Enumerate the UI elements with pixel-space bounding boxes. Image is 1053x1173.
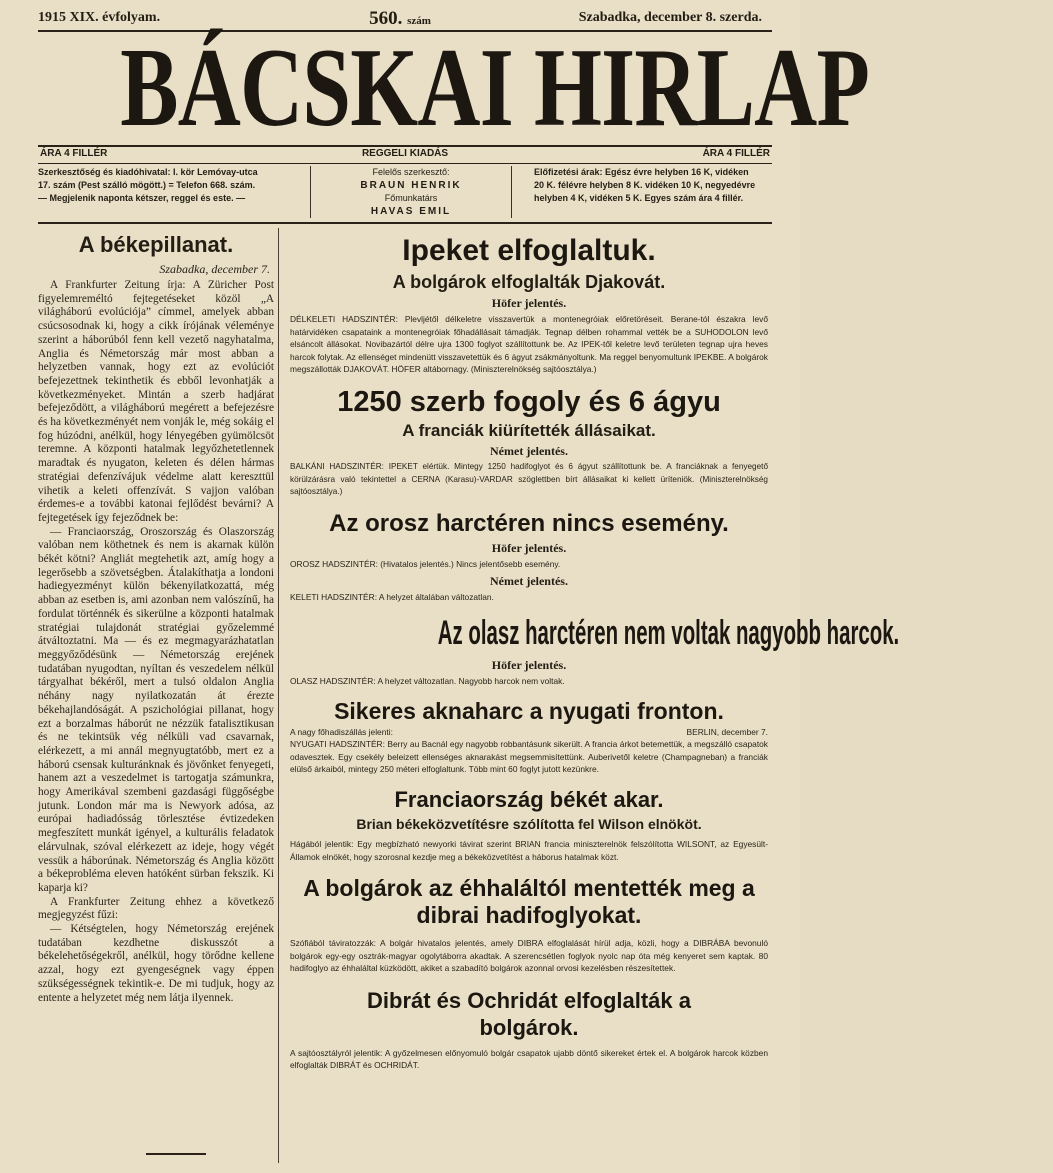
masthead: BÁCSKAI HIRLAP xyxy=(120,26,870,150)
price-row xyxy=(40,148,770,162)
subscription-info: Előfizetési árak: Egész évre helyben 16 K, vidéken 20 K. félévre helyben 8 K. vidéken 10 K, negyedévre helyben 4 K, vidéken 5 K. Egyes szám ára 4 fillér. xyxy=(534,167,756,203)
section-headline: Ipeket elfoglaltuk. xyxy=(402,234,656,267)
news-section xyxy=(284,610,900,688)
price-left: ÁRA 4 FILLÉR xyxy=(40,148,108,159)
left-article-paragraph: — Kétségtelen, hogy Németország erejének tudatában kezdhetne diskusszót a békelehetőségekről, anélkül, hogy törődne kellene azzal, hogy ezt gyengeségnek vagy éppen szükségességnek tekintik-e. De mi tudjuk, hogy az entente a helyzetet még nem látja ilyennek. xyxy=(38,923,274,1004)
section-headline: A bolgárok az éhhaláltól mentették meg a dibrai hadifoglyokat. xyxy=(303,875,755,929)
section-source-2: Német jelentés. xyxy=(490,574,568,589)
issue-number: 560. szám xyxy=(369,8,431,29)
editor-info: Felelős szerkesztő: BRAUN HENRIK Főmunkatárs HAVAS EMIL xyxy=(310,166,512,218)
price-right: ÁRA 4 FILLÉR xyxy=(702,148,770,159)
column-separator xyxy=(278,228,279,1163)
masthead-rule xyxy=(38,145,772,147)
left-article-paragraph: A Frankfurter Zeitung írja: A Züricher Post figyelemreméltó fejtegetéseket közöl „A világháború evolúciója” címmel, amelyek abban csúcsosodnak ki, hogy a cikk írójának véleménye szerint a háborúból fenn kell vezető nagyhatalma, Anglia és Németország már most abban a helyzetben vannak, hogy ezt az evolúciót befejezettnek tekinthetik és ebből levonhatják a következményeket. Mintán a szerb hadjárat befejeződött, a világháború megérett a befejezésre és ha következményét nem vonják le, még sokáig el fog húzódni, anélkül, hogy lényegében gyümölcsöt teremne. A központi hatalmak legyőzhetetlennek maradtak és nyugaton, keleten és délen hármas stratégiai defenzívájuk védelme alatt kereszttül vihetik a keleti offenzívát. S vajjon valóban érdemes-e a további katonai fejlődést bevárni? A fejtegetések így fejeződnek be: xyxy=(38,279,274,524)
news-section xyxy=(284,875,774,975)
bottom-rule xyxy=(146,1153,206,1155)
left-article-dateline: Szabadka, december 7. xyxy=(159,262,270,276)
section-body: Hágából jelentik: Egy megbízható newyorki távirat szerint BRIAN francia miniszterelnök felszólította WILSONT, az Egyesült-Államok elnökét, hogy szorosnal kezdje meg a békeközvetítést a háborus hatalmak közt. xyxy=(290,838,768,862)
section-body: A sajtóosztályról jelentik: A győzelmesen előnyomuló bolgár csapatok ujabb döntő sikereket értek el. A bolgárok harcok közben elfoglalták DIBRÁT és OCHRIDÁT. xyxy=(290,1047,768,1071)
dateline: Szabadka, december 8. szerda. xyxy=(578,10,762,25)
section-subhead: A franciák kiürítették állásaikat. xyxy=(402,420,656,440)
news-section xyxy=(284,509,774,604)
section-body: DÉLKELETI HADSZINTÉR: Plevljétől délkeletre visszavertük a montenegróiak előretöréseit. Berane-tól északra levő határvidéken csapataink a montenegróiak főhadállásait támadják. Tegnap délben rohammal vették be a SUHODOLON levő elsáncolt állásokat. Novibazártól délre ujra 1300 foglyot szállítottunk be. Az IPEK-től keletre levő területen tegnap ujra heves harcok folytak. Az ellenséget mindenütt visszavetettük és 6 ágyut zsákmányoltunk. Ma reggel benyomultunk IPEKBE. A bolgárok megszállották DJAKOVÁT. HÖFER altábornagy. (Miniszterelnökség sajtóosztálya.) xyxy=(290,314,768,375)
top-info-row xyxy=(38,8,762,28)
news-section xyxy=(284,786,774,863)
left-article-paragraph: — Franciaország, Oroszország és Olaszország valóban nem köthetnek és nem is akarnak külön békét kötni? Angliát megtehetik azt, amíg hogy a legerősebb a szövetségben. Átalakíthatja a londoni hadiegyezményt külön békenyilatkozattá, még abban az esetben is, ami azonban nem valószínű, ha fordulat történnék és sikerülne a központi hatalmak stratégiai tulajdonát stratégiai győzelemmé átváltoztatni. Ma — és ez megmagyarázhatatlan meggyőződésünk — Németország erejének tudatában nyugodtan, nyíltan és veszedelem nélkül tárgyalhat békéről, mert a tulsó oldalon Anglia néhány nagy nyilatkozatán át érezte békehajlandóságát. A pszichológiai pillanat, hogy ezt a borzalmas háborút ne nézzük fatalisztikusan és ne tekintsük vég nélküli vad csavarnak, elérkezett, a mi annál megnyugtatóbb, mert ez a háború csensak kulturánknak és jövőnket fenyegeti, hanem azt a veszedelmet is tartogatja számunkra, hogy Amerikával szembeni gazdasági függőségbe jutunk. London már ma is Newyork adósa, az európai hadiadósság törlesztése évtizedeken megfeszített munkát igényel, a kulturális feladatok elárvulnak, szóval elérkezett az ideje, hogy végét vessük a háborúnak. Németország és Anglia között a békeprobléma eleven hatóként sürban fekszik. Ki kaparja ki? xyxy=(38,525,274,894)
section-source: Höfer jelentés. xyxy=(491,657,567,672)
section-body: OROSZ HADSZINTÉR: (Hivatalos jelentés.) Nincs jelentősebb esemény. xyxy=(290,558,561,569)
section-body-2: KELETI HADSZINTÉR: A helyzet általában változatlan. xyxy=(290,592,494,603)
volume-label: 1915 XIX. évfolyam. xyxy=(38,10,161,25)
news-section xyxy=(284,232,774,376)
section-headline: Sikeres aknaharc a nyugati fronton. xyxy=(334,697,724,724)
section-headline: Dibrát és Ochridát elfoglalták a bolgárok. xyxy=(367,987,691,1040)
section-subhead: A bolgárok elfoglalták Djakovát. xyxy=(392,272,666,292)
section-subhead: Brian békeközvetítésre szólította fel Wilson elnököt. xyxy=(356,815,702,832)
news-section xyxy=(284,987,774,1072)
left-article-paragraph: A Frankfurter Zeitung ehhez a következő megjegyzést fűzi: xyxy=(38,895,274,922)
price-rule xyxy=(38,163,772,164)
section-intro: A nagy főhadiszállás jelenti: BERLIN, december 7. xyxy=(290,726,768,737)
section-body: NYUGATI HADSZINTÉR: Berry au Bacnál egy nagyobb robbantásunk sikerült. A francia árkot betemettük, a megszálló csapatok odavesztek. Egy csekély beleizett ellenséges aknarakást megsemmisítettünk. Auberivetől keletre (Champagneban) a franciák elülső árkaiból, mintegy 250 méteri elfoglaltunk. Több mint 60 foglyt jutott kezünkre. xyxy=(290,739,768,775)
section-headline: Franciaország békét akar. xyxy=(394,786,664,812)
section-headline: Az olasz harctéren nem voltak nagyobb harcok. xyxy=(437,613,900,652)
news-section xyxy=(284,696,774,776)
right-column xyxy=(284,228,900,1072)
section-source: Höfer jelentés. xyxy=(491,296,567,310)
section-headline: Az orosz harctéren nincs esemény. xyxy=(329,509,729,537)
section-body: BALKÁNI HADSZINTÉR: IPEKET elértük. Mintegy 1250 hadifoglyot és 6 ágyut szállítottunk be. A franciáknak a fenyegető körülzárásra való tekintettel a CERNA (Karasu)-VARDAR szöglettben bírt állásaikat ki kellett üríteniök. (Miniszterelnökség sajtóosztálya.) xyxy=(290,461,768,497)
left-article-title: A békepillanat. xyxy=(78,232,234,257)
left-article xyxy=(38,232,274,1005)
news-section xyxy=(284,384,774,499)
header-bottom-rule xyxy=(38,222,772,224)
section-body: OLASZ HADSZINTÉR: A helyzet változatlan. Nagyobb harcok nem voltak. xyxy=(290,675,565,686)
section-body: Szófiából táviratozzák: A bolgár hivatalos jelentés, amely DIBRA elfoglalását hírül adja, közli, hogy a DIBRÁBA bevonuló bolgárok egy-egy osztrák-magyar ogolytáborra akadtak. A szerencsétlen foglyok nyolc nap óta még kenyeret sem kaptak. 80 hadifoglyo az éhhaláltal küzködött, akiket a szabadító bolgárok azonnal orvosi kezelésben részesítettek. xyxy=(290,938,768,974)
edition-label: REGGELI KIADÁS xyxy=(361,148,449,159)
section-source: Höfer jelentés. xyxy=(491,540,567,555)
office-info: Szerkesztőség és kiadóhivatal: I. kör Lemóvay-utca 17. szám (Pest szálló mögött.) = Telefon 668. szám. — Megjelenik naponta kétszer, reggel és este. — xyxy=(38,167,258,203)
section-source: Német jelentés. xyxy=(490,443,568,458)
section-headline: 1250 szerb fogoly és 6 ágyu xyxy=(337,385,721,418)
